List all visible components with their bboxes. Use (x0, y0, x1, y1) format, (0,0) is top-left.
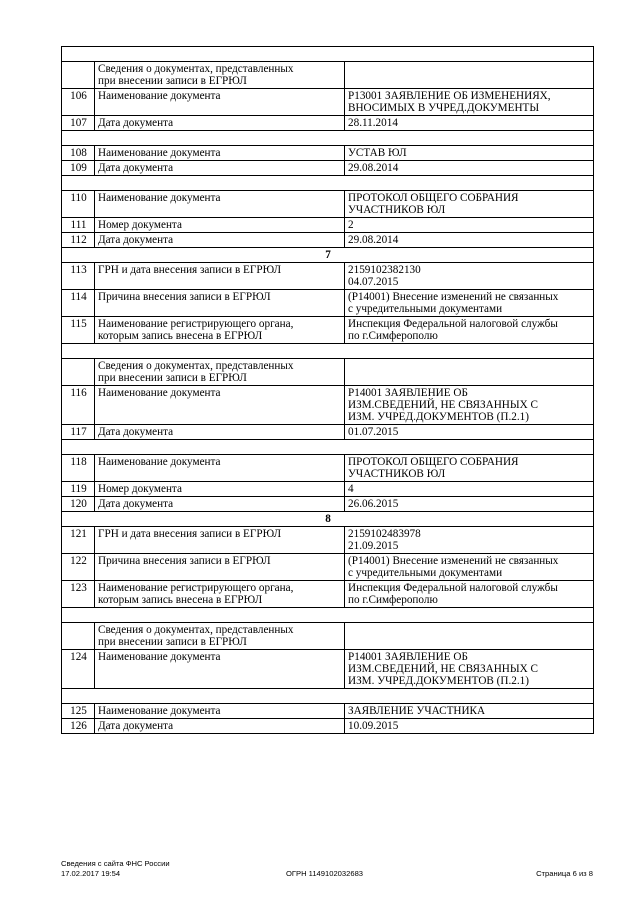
table-row (62, 62, 594, 89)
row-value: Р13001 ЗАЯВЛЕНИЕ ОБ ИЗМЕНЕНИЯХ, ВНОСИМЫХ В УЧРЕД.ДОКУМЕНТЫ (345, 89, 594, 116)
row-number: 118 (62, 455, 95, 482)
row-number: 123 (62, 581, 95, 608)
blank-cell (62, 440, 594, 455)
table-row (62, 191, 594, 218)
blank-cell (62, 131, 594, 146)
records-table-body (62, 47, 594, 734)
blank-row (62, 440, 594, 455)
table-row (62, 89, 594, 116)
blank-cell (62, 47, 594, 62)
table-row (62, 317, 594, 344)
row-number (62, 623, 95, 650)
row-label: Наименование документа (95, 191, 345, 218)
table-row (62, 650, 594, 689)
blank-row (62, 47, 594, 62)
row-label: Номер документа (95, 218, 345, 233)
row-value: 2159102483978 21.09.2015 (345, 527, 594, 554)
table-row (62, 425, 594, 440)
section-row (62, 512, 594, 527)
row-number: 109 (62, 161, 95, 176)
row-number: 124 (62, 650, 95, 689)
row-number: 115 (62, 317, 95, 344)
table-row (62, 146, 594, 161)
egrul-records-table (61, 46, 594, 734)
table-row (62, 581, 594, 608)
row-value: 01.07.2015 (345, 425, 594, 440)
row-number: 112 (62, 233, 95, 248)
row-label: Дата документа (95, 161, 345, 176)
row-number (62, 62, 95, 89)
row-label: ГРН и дата внесения записи в ЕГРЮЛ (95, 263, 345, 290)
table-row (62, 497, 594, 512)
table-row (62, 161, 594, 176)
row-number: 107 (62, 116, 95, 131)
row-label: Наименование документа (95, 455, 345, 482)
row-label: Наименование документа (95, 650, 345, 689)
row-label: Дата документа (95, 116, 345, 131)
row-value: Р14001 ЗАЯВЛЕНИЕ ОБ ИЗМ.СВЕДЕНИЙ, НЕ СВЯЗАННЫХ С ИЗМ. УЧРЕД.ДОКУМЕНТОВ (П.2.1) (345, 386, 594, 425)
blank-cell (62, 176, 594, 191)
table-row (62, 290, 594, 317)
row-label: Дата документа (95, 497, 345, 512)
row-value: (Р14001) Внесение изменений не связанных с учредительными документами (345, 290, 594, 317)
table-row (62, 482, 594, 497)
row-number: 125 (62, 704, 95, 719)
row-value: ПРОТОКОЛ ОБЩЕГО СОБРАНИЯ УЧАСТНИКОВ ЮЛ (345, 455, 594, 482)
row-label: Наименование документа (95, 386, 345, 425)
row-number: 111 (62, 218, 95, 233)
row-value (345, 62, 594, 89)
row-value: 28.11.2014 (345, 116, 594, 131)
row-label: Сведения о документах, представленных при внесении записи в ЕГРЮЛ (95, 623, 345, 650)
row-label: Дата документа (95, 233, 345, 248)
section-number: 8 (62, 512, 594, 527)
table-row (62, 359, 594, 386)
row-number: 110 (62, 191, 95, 218)
row-label: Номер документа (95, 482, 345, 497)
row-label: Дата документа (95, 719, 345, 734)
row-value: (Р14001) Внесение изменений не связанных с учредительными документами (345, 554, 594, 581)
table-row (62, 719, 594, 734)
section-number: 7 (62, 248, 594, 263)
table-row (62, 116, 594, 131)
row-number: 126 (62, 719, 95, 734)
row-label: Дата документа (95, 425, 345, 440)
row-label: Наименование регистрирующего органа, которым запись внесена в ЕГРЮЛ (95, 581, 345, 608)
table-row (62, 386, 594, 425)
row-number: 116 (62, 386, 95, 425)
row-label: Причина внесения записи в ЕГРЮЛ (95, 554, 345, 581)
blank-cell (62, 689, 594, 704)
row-value (345, 623, 594, 650)
row-label: Сведения о документах, представленных при внесении записи в ЕГРЮЛ (95, 359, 345, 386)
table-row (62, 527, 594, 554)
row-value: ПРОТОКОЛ ОБЩЕГО СОБРАНИЯ УЧАСТНИКОВ ЮЛ (345, 191, 594, 218)
row-label: Наименование регистрирующего органа, которым запись внесена в ЕГРЮЛ (95, 317, 345, 344)
table-row (62, 455, 594, 482)
row-value: 29.08.2014 (345, 233, 594, 248)
row-label: Причина внесения записи в ЕГРЮЛ (95, 290, 345, 317)
row-value: УСТАВ ЮЛ (345, 146, 594, 161)
row-number: 119 (62, 482, 95, 497)
blank-row (62, 608, 594, 623)
table-row (62, 623, 594, 650)
row-value: 4 (345, 482, 594, 497)
row-label: Сведения о документах, представленных при внесении записи в ЕГРЮЛ (95, 62, 345, 89)
footer-ogrn: ОГРН 1149102032683 (286, 869, 364, 878)
blank-cell (62, 344, 594, 359)
row-value: Инспекция Федеральной налоговой службы по г.Симферополю (345, 581, 594, 608)
blank-row (62, 689, 594, 704)
table-row (62, 233, 594, 248)
blank-row (62, 176, 594, 191)
footer-source: Сведения с сайта ФНС России 17.02.2017 19:54 (61, 859, 170, 878)
section-row (62, 248, 594, 263)
row-value: 10.09.2015 (345, 719, 594, 734)
row-number (62, 359, 95, 386)
blank-row (62, 344, 594, 359)
footer-page-number: Страница 6 из 8 (536, 869, 593, 878)
row-value: 2 (345, 218, 594, 233)
row-number: 106 (62, 89, 95, 116)
row-value: Инспекция Федеральной налоговой службы по г.Симферополю (345, 317, 594, 344)
row-number: 113 (62, 263, 95, 290)
row-number: 108 (62, 146, 95, 161)
row-label: Наименование документа (95, 89, 345, 116)
row-value: 29.08.2014 (345, 161, 594, 176)
row-number: 120 (62, 497, 95, 512)
blank-row (62, 131, 594, 146)
row-label: ГРН и дата внесения записи в ЕГРЮЛ (95, 527, 345, 554)
row-value: ЗАЯВЛЕНИЕ УЧАСТНИКА (345, 704, 594, 719)
row-value (345, 359, 594, 386)
table-row (62, 554, 594, 581)
row-value: 2159102382130 04.07.2015 (345, 263, 594, 290)
row-number: 114 (62, 290, 95, 317)
table-row (62, 263, 594, 290)
row-number: 122 (62, 554, 95, 581)
row-number: 121 (62, 527, 95, 554)
row-number: 117 (62, 425, 95, 440)
row-value: 26.06.2015 (345, 497, 594, 512)
row-label: Наименование документа (95, 704, 345, 719)
blank-cell (62, 608, 594, 623)
row-label: Наименование документа (95, 146, 345, 161)
row-value: Р14001 ЗАЯВЛЕНИЕ ОБ ИЗМ.СВЕДЕНИЙ, НЕ СВЯЗАННЫХ С ИЗМ. УЧРЕД.ДОКУМЕНТОВ (П.2.1) (345, 650, 594, 689)
table-row (62, 704, 594, 719)
table-row (62, 218, 594, 233)
